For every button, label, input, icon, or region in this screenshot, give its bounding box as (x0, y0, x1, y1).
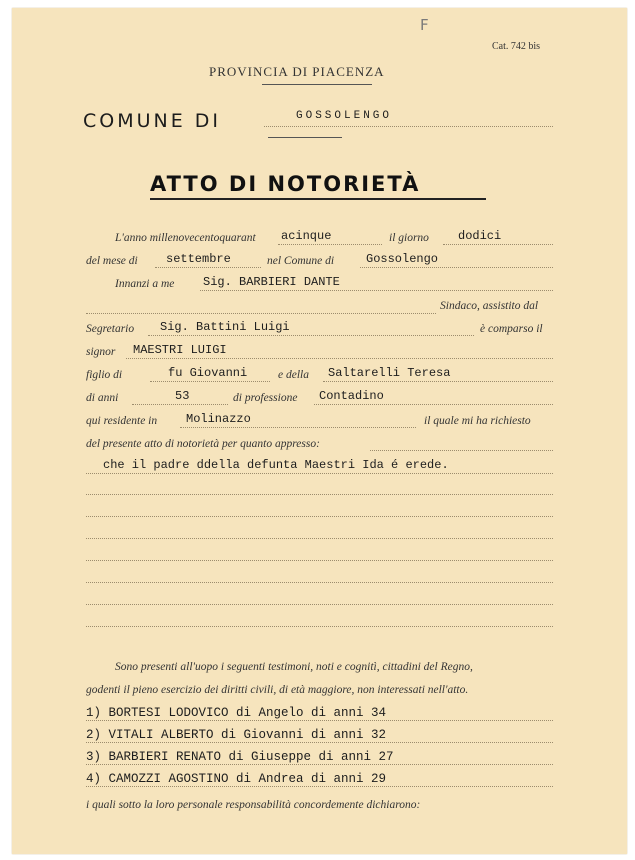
blank-line (86, 626, 553, 627)
before-value: Sig. BARBIERI DANTE (203, 275, 340, 289)
statement-text: che il padre ddella defunta Maestri Ida é erede. (103, 458, 449, 472)
month-value: settembre (166, 252, 231, 266)
resident-label: qui residente in (86, 415, 158, 427)
before-line (200, 290, 553, 291)
witnesses-intro-2: godenti il pieno esercizio dei diritti civili, di età maggiore, non interessati nell'atto. (86, 684, 469, 696)
month-label: del mese di (86, 255, 138, 267)
purpose-label: del presente atto di notorietà per quanto appresso: (86, 438, 320, 450)
profession-value: Contadino (319, 389, 384, 403)
place-line (360, 267, 553, 268)
secretary-line (148, 335, 474, 336)
comune-line (264, 126, 553, 127)
month-line (155, 267, 261, 268)
mother-value: Saltarelli Teresa (328, 366, 451, 380)
witness-line (86, 720, 553, 721)
signor-line (126, 358, 553, 359)
witness-2: 2) VITALI ALBERTO di Giovanni di anni 32 (86, 728, 387, 742)
secretary-label: Segretario (86, 323, 135, 335)
comune-value: GOSSOLENGO (296, 110, 393, 122)
comune-label: COMUNE DI (83, 110, 222, 132)
age-label: di anni (86, 392, 119, 404)
province-heading: PROVINCIA DI PIACENZA (209, 64, 385, 79)
witness-line (86, 764, 553, 765)
blank-line (86, 582, 553, 583)
resident-value: Molinazzo (186, 412, 251, 426)
mother-line (323, 381, 553, 382)
signor-label: signor (86, 346, 116, 358)
witnesses-intro-1: Sono presenti all'uopo i seguenti testimoni, noti e cognitì, cittadini del Regno, (115, 661, 473, 673)
secretary-value: Sig. Battini Luigi (160, 320, 290, 334)
day-value: dodici (458, 229, 502, 243)
son-label: figlio di (86, 369, 123, 381)
year-line (278, 244, 382, 245)
father-value: fu Giovanni (168, 366, 248, 380)
profession-label: di professione (233, 392, 298, 404)
profession-line (314, 404, 553, 405)
closing-text: i quali sotto la loro personale responsabilità concordemente dichiarono: (86, 799, 421, 811)
age-line (132, 404, 228, 405)
comune-underline (268, 137, 342, 138)
catalog-number: Cat. 742 bis (492, 41, 541, 52)
day-label: il giorno (389, 232, 429, 244)
witness-4: 4) CAMOZZI AGOSTINO di Andrea di anni 29 (86, 772, 387, 786)
resident-line (180, 427, 416, 428)
purpose-line (370, 450, 553, 451)
pencil-mark: F (420, 16, 429, 34)
witness-3: 3) BARBIERI RENATO di Giuseppe di anni 27 (86, 750, 394, 764)
sindaco-label: Sindaco, assistito dal (440, 300, 539, 312)
year-label: L'anno millenovecentoquarant (115, 232, 256, 244)
blank-line (86, 560, 553, 561)
year-value: acinque (281, 229, 332, 243)
witness-line (86, 742, 553, 743)
mother-label: e della (278, 369, 309, 381)
witness-line (86, 786, 553, 787)
witness-1: 1) BORTESI LODOVICO di Angelo di anni 34 (86, 706, 387, 720)
blank-line (86, 604, 553, 605)
request-label: il quale mi ha richiesto (424, 415, 531, 427)
document-title: ATTO DI NOTORIETÀ (150, 172, 421, 196)
blank-line (86, 538, 553, 539)
day-line (443, 244, 553, 245)
before-label: Innanzi a me (115, 278, 175, 290)
place-label: nel Comune di (267, 255, 335, 267)
statement-line-1 (86, 473, 553, 474)
age-value: 53 (175, 389, 190, 403)
province-underline (262, 84, 372, 85)
place-value: Gossolengo (366, 252, 439, 266)
comparso-label: è comparso il (480, 323, 543, 335)
blank-line (86, 516, 553, 517)
signor-value: MAESTRI LUIGI (133, 343, 227, 357)
title-underline (150, 198, 486, 200)
father-line (150, 381, 270, 382)
blank-line (86, 494, 553, 495)
sindaco-line (86, 313, 436, 314)
